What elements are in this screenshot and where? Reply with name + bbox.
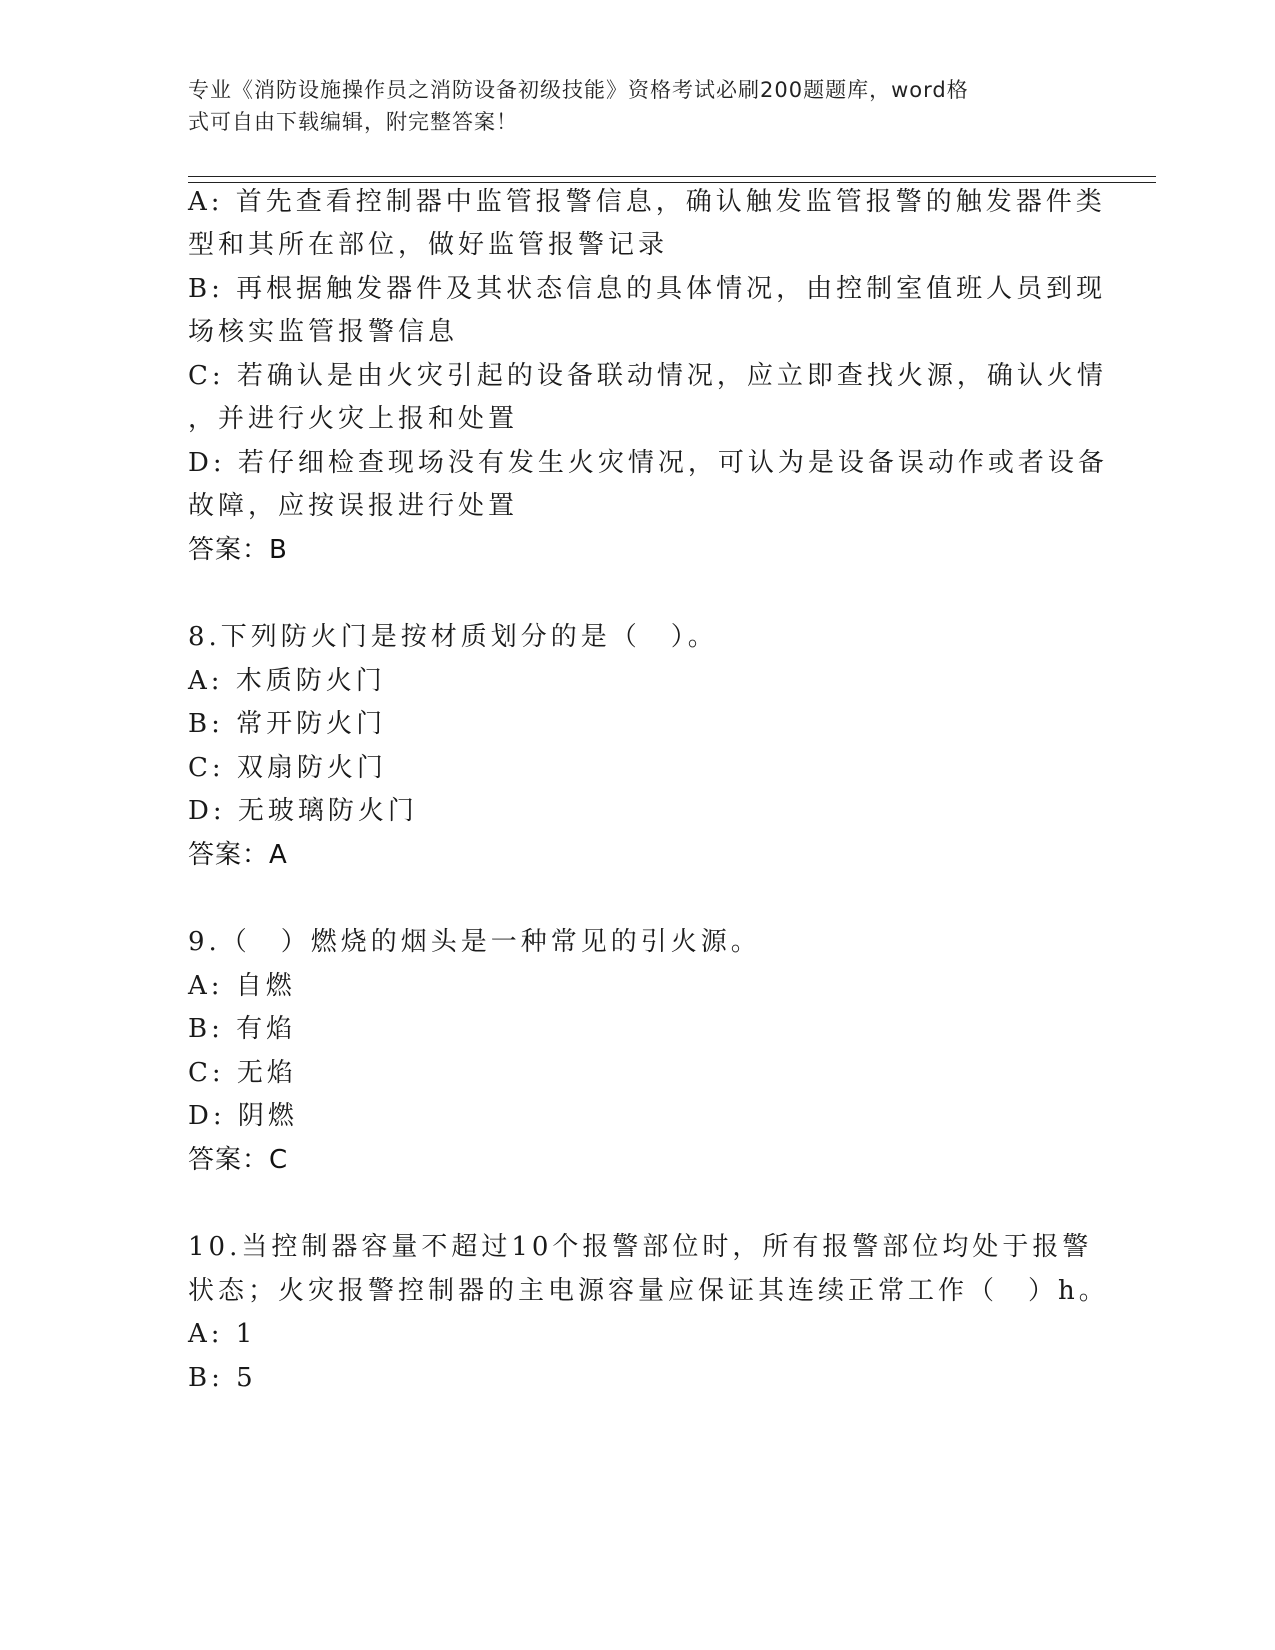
q10-option-b: B: 5 <box>188 1363 257 1393</box>
header-line-2: 式可自由下载编辑，附完整答案！ <box>188 110 518 134</box>
q9-option-c: C: 无焰 <box>188 1058 297 1088</box>
header-divider-top <box>188 176 1156 177</box>
q9-option-d: D: 阴燃 <box>188 1101 298 1131</box>
q8-stem: 8.下列防火门是按材质划分的是（ ）。 <box>188 622 718 652</box>
q9-stem: 9.（ ）燃烧的烟头是一种常见的引火源。 <box>188 927 761 957</box>
q7-option-d-line-1: D: 若仔细检查现场没有发生火灾情况，可认为是设备误动作或者设备 <box>188 448 1108 478</box>
q7-option-d-line-2: 故障，应按误报进行处置 <box>188 491 519 521</box>
document-header <box>188 74 1068 138</box>
q8-option-b: B: 常开防火门 <box>188 709 387 739</box>
q7-option-c-line-2: ，并进行火灾上报和处置 <box>188 404 519 434</box>
q7-option-c-line-1: C: 若确认是由火灾引起的设备联动情况，应立即查找火源，确认火情 <box>188 361 1107 391</box>
q8-option-c: C: 双扇防火门 <box>188 753 387 783</box>
q10-option-a: A: 1 <box>188 1319 257 1349</box>
q7-answer: 答案：B <box>188 535 288 565</box>
q8-option-d: D: 无玻璃防火门 <box>188 796 418 826</box>
header-line-1: 专业《消防设施操作员之消防设备初级技能》资格考试必刷200题题库，word格 <box>188 78 969 102</box>
q7-option-a-line-2: 型和其所在部位，做好监管报警记录 <box>188 230 669 260</box>
header-divider-bottom <box>188 182 1156 183</box>
q7-option-a-line-1: A: 首先查看控制器中监管报警信息，确认触发监管报警的触发器件类 <box>188 187 1106 217</box>
q7-option-b-line-2: 场核实监管报警信息 <box>188 317 459 347</box>
q9-option-b: B: 有焰 <box>188 1014 297 1044</box>
q9-option-a: A: 自燃 <box>188 971 296 1001</box>
q8-answer: 答案：A <box>188 840 288 870</box>
q8-option-a: A: 木质防火门 <box>188 666 386 696</box>
q7-option-b-line-1: B: 再根据触发器件及其状态信息的具体情况，由控制室值班人员到现 <box>188 274 1107 304</box>
q10-stem-line-1: 10.当控制器容量不超过10个报警部位时，所有报警部位均处于报警 <box>188 1232 1093 1262</box>
q10-stem-line-2: 状态；火灾报警控制器的主电源容量应保证其连续正常工作（ ）h。 <box>188 1276 1109 1306</box>
q9-answer: 答案：C <box>188 1145 289 1175</box>
